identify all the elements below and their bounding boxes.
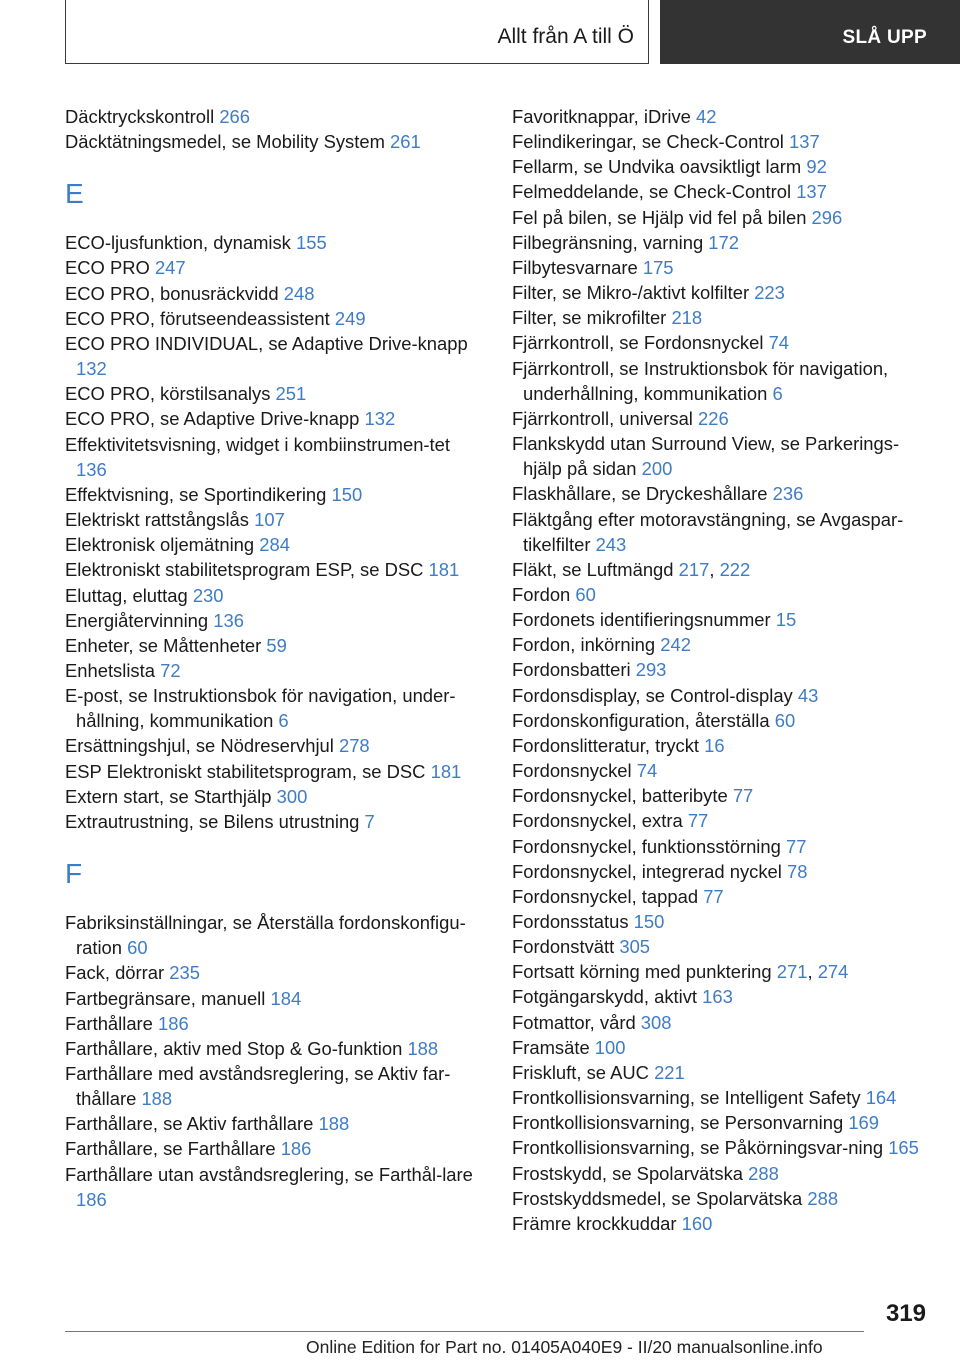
page-link[interactable]: 181 xyxy=(430,760,462,782)
index-entry xyxy=(512,431,932,481)
index-letter-heading: F xyxy=(65,858,83,890)
page-link[interactable]: 6 xyxy=(278,710,289,732)
index-entry xyxy=(65,406,485,431)
index-entry xyxy=(512,834,932,859)
page-link[interactable]: 77 xyxy=(785,835,807,857)
index-entry-text: Friskluft, se AUC xyxy=(512,1061,649,1083)
index-entry-text: Filbegränsning, varning xyxy=(512,231,704,253)
index-entry-text: ECO PRO, bonusräckvidd xyxy=(65,282,279,304)
index-entry-text: Frontkollisionsvarning, se Personvarning xyxy=(512,1112,844,1134)
page-link[interactable]: 223 xyxy=(754,282,785,304)
index-entry-text: Effektivitetsvisning, widget i kombiinstrumen-tet xyxy=(65,433,450,455)
page-link[interactable]: 136 xyxy=(213,609,244,631)
page-link[interactable]: 278 xyxy=(338,735,370,757)
page-link[interactable]: 7 xyxy=(364,810,375,832)
page-link[interactable]: 175 xyxy=(642,256,674,278)
index-entry-text: Fordonsnyckel, batteribyte xyxy=(512,785,728,807)
page-link[interactable]: 305 xyxy=(619,936,651,958)
index-entry-text: Filter, se mikrofilter xyxy=(512,307,667,329)
index-entry xyxy=(65,104,485,129)
index-entry-text: ECO PRO, körstilsanalys xyxy=(65,383,271,405)
index-entry-text: Elektronisk oljemätning xyxy=(65,534,255,556)
index-entry xyxy=(512,808,932,833)
index-entry xyxy=(512,884,932,909)
page-link[interactable]: 230 xyxy=(192,584,224,606)
index-entry-text: Felindikeringar, se Check-Control xyxy=(512,131,784,153)
index-entry-text: Frontkollisionsvarning, se Påkörningsvar-ning xyxy=(512,1137,884,1159)
index-entry xyxy=(65,381,485,406)
index-entry xyxy=(512,657,932,682)
index-entry xyxy=(65,557,485,582)
index-entry-text: Fordonsnyckel, extra xyxy=(512,810,683,832)
index-entry-text: ECO PRO xyxy=(65,257,150,279)
index-entry-text: Extrautrustning, se Bilens utrustning xyxy=(65,810,360,832)
page-link[interactable]: 107 xyxy=(254,509,285,531)
footer-edition: Online Edition for Part no. 01405A040E9 - II/20 xyxy=(306,1337,672,1357)
page-link[interactable]: 221 xyxy=(654,1061,685,1083)
index-entry-text: Fabriksinställningar, se Återställa fordonskonfigu-ration xyxy=(65,912,466,959)
index-entry xyxy=(512,1110,932,1135)
page-link[interactable]: 42 xyxy=(696,106,717,127)
page-link[interactable]: 300 xyxy=(276,785,308,807)
index-entry xyxy=(512,1035,932,1060)
page-link[interactable]: 188 xyxy=(141,1088,173,1110)
index-entry xyxy=(65,658,485,683)
page-link[interactable]: 236 xyxy=(772,483,804,505)
index-entry xyxy=(65,255,485,280)
tab-index-label: Allt från A till Ö xyxy=(497,25,634,48)
index-entry xyxy=(65,733,485,758)
page-link[interactable]: 188 xyxy=(407,1037,439,1059)
index-entry xyxy=(512,758,932,783)
page-link[interactable]: 60 xyxy=(127,937,148,959)
index-entry xyxy=(65,759,485,784)
index-entry xyxy=(512,683,932,708)
page-link[interactable]: 222 xyxy=(719,558,751,580)
index-entry xyxy=(512,507,932,557)
index-entry-text: ECO PRO INDIVIDUAL, se Adaptive Drive-knapp xyxy=(65,332,468,354)
index-entry xyxy=(512,305,932,330)
index-entry-text: Extern start, se Starthjälp xyxy=(65,785,272,807)
page-link[interactable]: 186 xyxy=(76,1188,107,1210)
index-column-left xyxy=(65,104,485,1212)
index-entry xyxy=(512,1186,932,1211)
index-entry-text: Elektroniskt stabilitetsprogram ESP, se DSC xyxy=(65,559,424,581)
page-link[interactable]: 165 xyxy=(888,1137,919,1159)
page-link[interactable]: 184 xyxy=(270,987,302,1009)
page-link[interactable]: 100 xyxy=(594,1036,626,1058)
page-link[interactable]: 43 xyxy=(797,684,819,706)
page-link[interactable]: 59 xyxy=(266,634,287,656)
page-link[interactable]: 150 xyxy=(331,483,363,505)
index-entry-text: Fordonsdisplay, se Control-display xyxy=(512,684,793,706)
index-entry xyxy=(65,784,485,809)
index-entry xyxy=(65,1036,485,1061)
index-entry-text: Filter, se Mikro-/aktivt kolfilter xyxy=(512,282,750,304)
index-entry xyxy=(65,960,485,985)
page-link[interactable]: 6 xyxy=(772,382,783,404)
page-link[interactable]: 188 xyxy=(318,1113,350,1135)
index-entry xyxy=(65,331,485,381)
index-entry xyxy=(512,1161,932,1186)
index-entry xyxy=(512,230,932,255)
page-link[interactable]: 136 xyxy=(76,458,107,480)
page-link[interactable]: 242 xyxy=(660,634,691,656)
index-entry xyxy=(65,986,485,1011)
page-link[interactable]: 16 xyxy=(704,734,725,756)
page-link[interactable]: 288 xyxy=(807,1187,839,1209)
tab-unlock[interactable] xyxy=(660,0,960,64)
page-link[interactable]: 274 xyxy=(817,961,849,983)
index-entry-text: Fjärrkontroll, se Instruktionsbok för navigation, underhållning, kommunikation xyxy=(512,357,889,404)
index-entry-text: E-post, se Instruktionsbok för navigation, under-hållning, kommunikation xyxy=(65,685,456,732)
index-entry xyxy=(65,809,485,834)
index-entry-text: ECO PRO, förutseendeassistent xyxy=(65,307,330,329)
page-link[interactable]: 243 xyxy=(595,533,627,555)
index-entry-text: Frostskydd, se Spolarvätska xyxy=(512,1162,743,1184)
page-link[interactable]: 169 xyxy=(848,1112,880,1134)
index-entry-text: Fordon xyxy=(512,583,571,605)
footer-divider xyxy=(65,1331,864,1332)
index-entry xyxy=(512,1060,932,1085)
index-entry-text: Framsäte xyxy=(512,1036,590,1058)
index-entry xyxy=(512,708,932,733)
tab-index-a-to-o[interactable] xyxy=(65,0,649,64)
index-entry xyxy=(512,255,932,280)
index-entry: Fortsatt körning med punktering 271, 274 xyxy=(512,961,849,983)
page-link[interactable]: 92 xyxy=(806,156,827,178)
index-entry-text: Däcktätningsmedel, se Mobility System xyxy=(65,131,385,153)
index-entry-text: Fordonsstatus xyxy=(512,911,629,932)
index-entry-text: Fellarm, se Undvika oavsiktligt larm xyxy=(512,156,802,178)
index-entry xyxy=(512,179,932,204)
index-entry xyxy=(65,306,485,331)
index-entry xyxy=(512,205,932,230)
index-entry-text: Farthållare xyxy=(65,1012,153,1034)
index-entry xyxy=(512,1010,932,1035)
page-link[interactable]: 77 xyxy=(732,785,754,807)
index-entry-text: Frostskyddsmedel, se Spolarvätska xyxy=(512,1187,803,1209)
page-link[interactable]: 248 xyxy=(283,282,315,304)
page-link[interactable]: 132 xyxy=(76,358,107,380)
index-entry xyxy=(65,507,485,532)
page-link[interactable]: 186 xyxy=(158,1012,189,1034)
index-entry-text: Fortsatt körning med punktering xyxy=(512,961,772,983)
index-entry xyxy=(65,230,485,255)
index-entry: Fläkt, se Luftmängd 217, 222 xyxy=(512,558,751,580)
footer-site: manualsonline.info xyxy=(676,1337,823,1357)
page-link[interactable]: 251 xyxy=(275,383,307,405)
page-link[interactable]: 164 xyxy=(865,1087,897,1109)
page-link[interactable]: 77 xyxy=(703,885,724,907)
page-link[interactable]: 60 xyxy=(575,583,596,605)
index-entry-text: Farthållare utan avståndsreglering, se Farthål-lare xyxy=(65,1163,473,1185)
page-link[interactable]: 74 xyxy=(636,760,658,782)
index-entry xyxy=(512,1085,932,1110)
index-entry-text: Farthållare, aktiv med Stop & Go-funktion xyxy=(65,1037,403,1059)
page-link[interactable]: 137 xyxy=(796,181,827,203)
page-link[interactable]: 137 xyxy=(789,131,820,153)
index-entry xyxy=(65,1136,485,1161)
page-link[interactable]: 60 xyxy=(774,709,796,731)
index-entry xyxy=(65,633,485,658)
index-entry-text: Fartbegränsare, manuell xyxy=(65,987,266,1009)
index-entry xyxy=(512,984,932,1009)
page-link[interactable]: 77 xyxy=(687,810,709,832)
index-entry-text: Fjärrkontroll, universal xyxy=(512,407,693,429)
index-entry xyxy=(65,1061,485,1111)
page-number: 319 xyxy=(885,1300,926,1327)
index-entry-text: Fläktgång efter motoravstängning, se Avgaspar-tikelfilter xyxy=(512,508,904,555)
page-link[interactable]: 266 xyxy=(219,106,251,127)
index-entry-text: Enheter, se Måttenheter xyxy=(65,634,262,656)
page-link[interactable]: 296 xyxy=(811,206,843,228)
index-entry-text: Enhetslista xyxy=(65,659,155,681)
index-entry-text: Frontkollisionsvarning, se Intelligent Safety xyxy=(512,1087,861,1109)
index-entry-text: Elektriskt rattstångslås xyxy=(65,509,249,531)
page-link[interactable]: 15 xyxy=(775,609,797,631)
index-entry-text: Däcktryckskontroll xyxy=(65,106,215,127)
index-entry xyxy=(512,632,932,657)
index-entry xyxy=(512,783,932,808)
index-entry xyxy=(512,481,932,506)
index-entry-text: Flankskydd utan Surround View, se Parkerings-hjälp på sidan xyxy=(512,433,900,480)
tab-unlock-label: SLÅ UPP xyxy=(842,27,927,48)
page-link[interactable]: 284 xyxy=(259,534,290,556)
page-link[interactable]: 132 xyxy=(364,408,396,430)
index-entry-text: Fordonets identifieringsnummer xyxy=(512,609,771,631)
index-entry xyxy=(512,859,932,884)
index-entry-text: Fordonslitteratur, tryckt xyxy=(512,734,700,756)
index-entry xyxy=(512,104,932,129)
index-entry xyxy=(512,280,932,305)
index-entry-text: Fordonsnyckel, funktionsstörning xyxy=(512,835,781,857)
index-entry-text: ECO PRO, se Adaptive Drive-knapp xyxy=(65,408,360,430)
page-link[interactable]: 308 xyxy=(640,1011,672,1033)
index-entry xyxy=(512,733,932,758)
index-entry xyxy=(65,683,485,733)
index-entry-text: Filbytesvarnare xyxy=(512,256,638,278)
page-link[interactable]: 218 xyxy=(671,307,703,329)
index-entry-text: Fordonsnyckel, integrerad nyckel xyxy=(512,860,782,882)
index-entry xyxy=(65,432,485,482)
index-entry-text: Farthållare med avståndsreglering, se Aktiv far-thållare xyxy=(65,1063,451,1110)
index-entry-text: Fotgängarskydd, aktivt xyxy=(512,986,698,1008)
index-entry xyxy=(512,607,932,632)
page-link[interactable]: 186 xyxy=(280,1138,312,1160)
index-entry-text: Felmeddelande, se Check-Control xyxy=(512,181,792,203)
page-link[interactable]: 200 xyxy=(641,458,673,480)
index-entry-text: Fordonsnyckel xyxy=(512,760,632,782)
page-link[interactable]: 247 xyxy=(154,257,186,279)
index-entry xyxy=(65,1111,485,1136)
index-entry-text: Favoritknappar, iDrive xyxy=(512,106,691,127)
page-link[interactable]: 172 xyxy=(708,231,739,253)
page-link[interactable]: 226 xyxy=(698,407,729,429)
index-entry-text: Ersättningshjul, se Nödreservhjul xyxy=(65,735,334,757)
page-link[interactable]: 72 xyxy=(160,659,181,681)
index-entry xyxy=(512,330,932,355)
page-link[interactable]: 150 xyxy=(633,911,665,932)
page-link[interactable]: 288 xyxy=(748,1162,779,1184)
index-entry xyxy=(65,482,485,507)
index-entry xyxy=(65,1011,485,1036)
index-entry-text: Energiåtervinning xyxy=(65,609,209,631)
index-entry xyxy=(512,356,932,406)
page-link[interactable]: 181 xyxy=(428,559,460,581)
index-entry xyxy=(512,1211,932,1236)
page-link[interactable]: 163 xyxy=(702,986,733,1008)
page-link[interactable]: 74 xyxy=(768,332,790,354)
index-entry xyxy=(65,532,485,557)
index-entry xyxy=(512,909,932,934)
index-entry-text: Fordonsbatteri xyxy=(512,659,631,681)
index-entry-text: Farthållare, se Aktiv farthållare xyxy=(65,1113,314,1135)
index-entry xyxy=(512,582,932,607)
index-entry xyxy=(512,1135,932,1160)
index-entry-text: Fotmattor, vård xyxy=(512,1011,636,1033)
index-entry xyxy=(65,608,485,633)
index-entry-text: Fack, dörrar xyxy=(65,962,165,984)
index-entry-text: Fordonsnyckel, tappad xyxy=(512,885,699,907)
index-entry-text: Främre krockkuddar xyxy=(512,1212,677,1234)
index-entry xyxy=(512,934,932,959)
index-entry xyxy=(65,129,485,154)
page-link[interactable]: 160 xyxy=(681,1212,713,1234)
index-entry-text: Fordonstvätt xyxy=(512,936,615,958)
index-entry-text: ECO-ljusfunktion, dynamisk xyxy=(65,232,291,254)
index-entry xyxy=(512,129,932,154)
index-entry-text: Flaskhållare, se Dryckeshållare xyxy=(512,483,768,505)
page-link[interactable]: 293 xyxy=(635,659,667,681)
page-link[interactable]: 271 xyxy=(776,961,808,983)
page-link[interactable]: 249 xyxy=(334,307,366,329)
index-entry xyxy=(65,583,485,608)
index-entry xyxy=(65,1162,485,1212)
page-link[interactable]: 155 xyxy=(296,232,327,254)
page-link[interactable]: 261 xyxy=(390,131,421,153)
index-letter-heading: E xyxy=(65,178,84,210)
index-entry-text: Fläkt, se Luftmängd xyxy=(512,558,674,580)
index-entry-text: Fordon, inkörning xyxy=(512,634,656,656)
index-entry xyxy=(65,910,485,960)
page-link[interactable]: 78 xyxy=(787,860,808,882)
index-entry-text: Fjärrkontroll, se Fordonsnyckel xyxy=(512,332,764,354)
page-link[interactable]: 217 xyxy=(678,558,710,580)
index-entry xyxy=(65,281,485,306)
index-entry-text: Fordonskonfiguration, återställa xyxy=(512,709,770,731)
index-entry xyxy=(512,406,932,431)
index-entry-text: Fel på bilen, se Hjälp vid fel på bilen xyxy=(512,206,807,228)
index-entry-text: Farthållare, se Farthållare xyxy=(65,1138,276,1160)
index-entry xyxy=(512,154,932,179)
index-entry-text: Eluttag, eluttag xyxy=(65,584,188,606)
index-entry-text: ESP Elektroniskt stabilitetsprogram, se DSC xyxy=(65,760,426,782)
index-column-right xyxy=(512,104,932,1236)
index-entry-text: Effektvisning, se Sportindikering xyxy=(65,483,327,505)
page-link[interactable]: 235 xyxy=(169,962,200,984)
footer-text xyxy=(306,1337,823,1358)
